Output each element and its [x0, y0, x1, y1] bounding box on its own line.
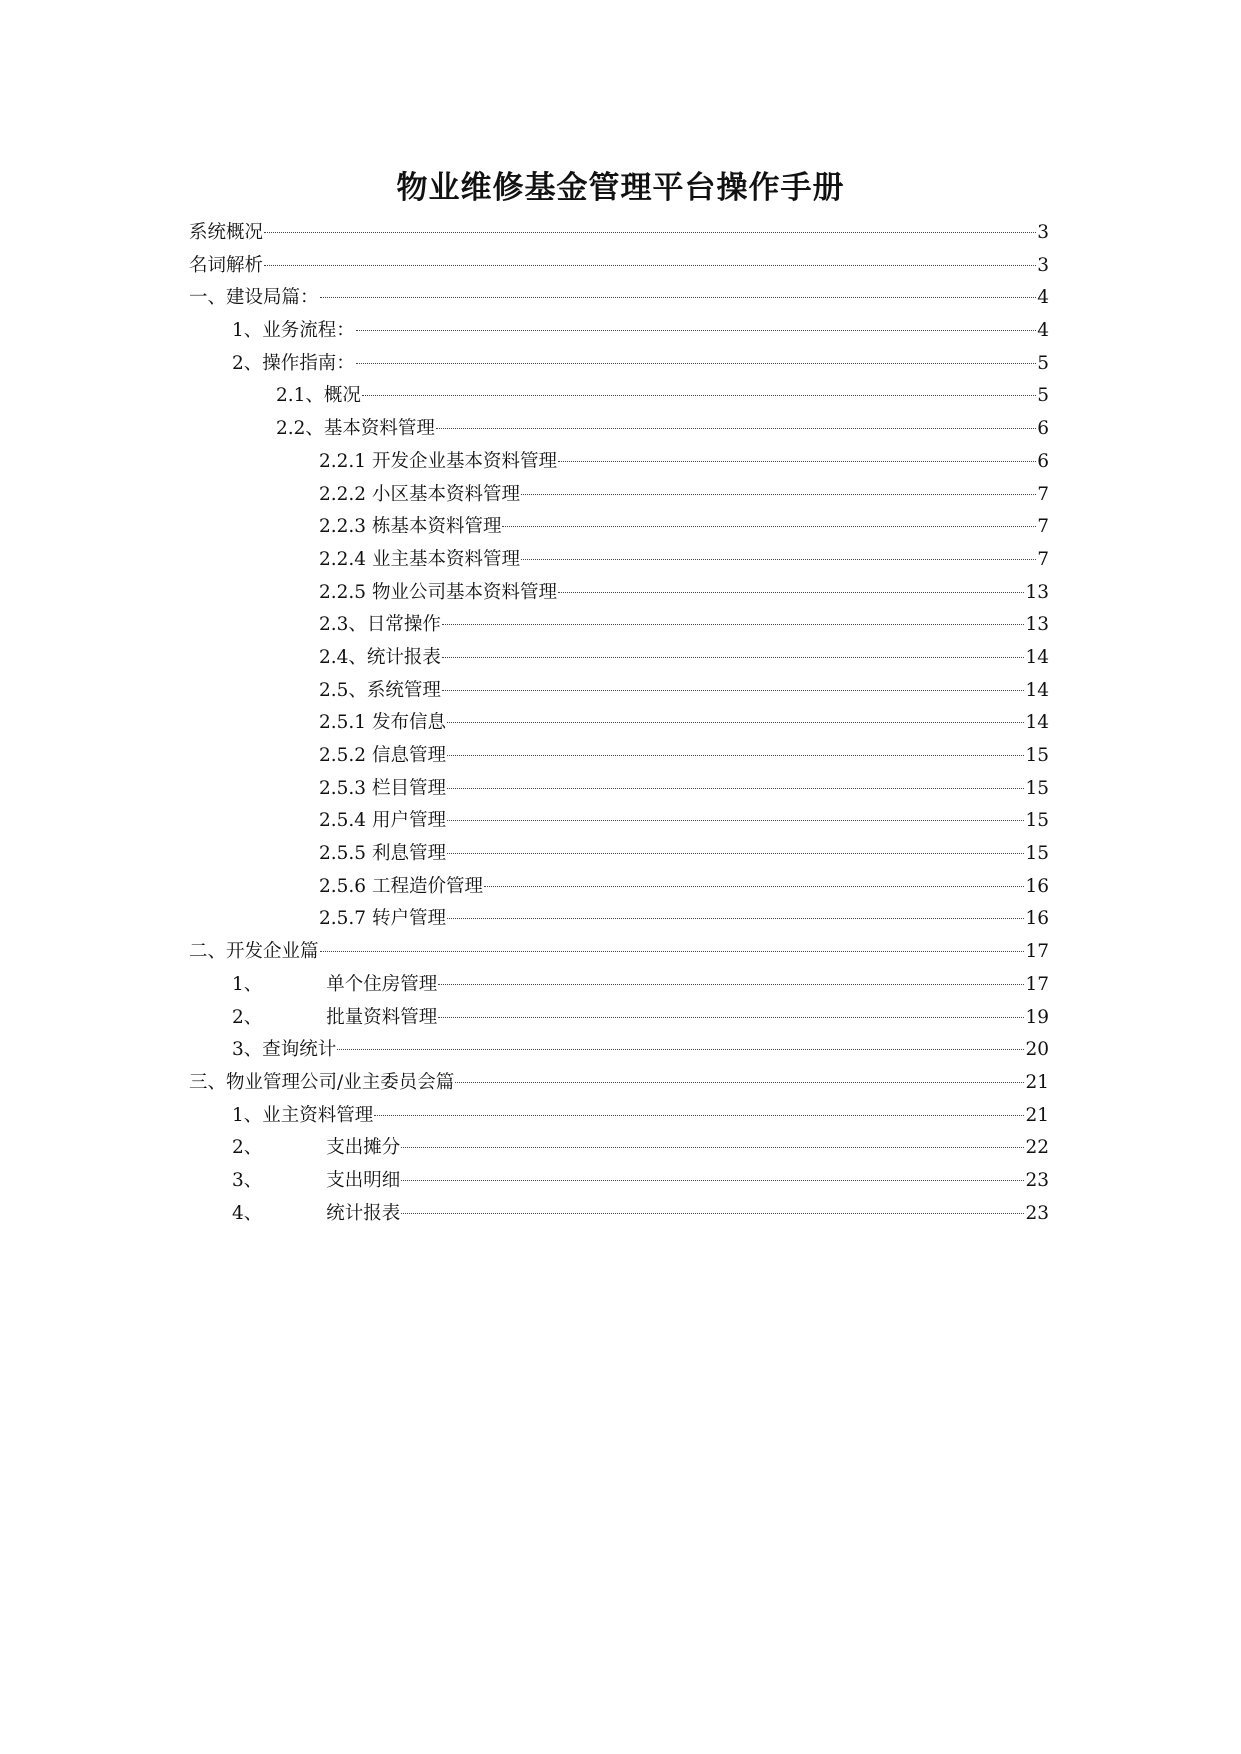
toc-entry-text: 2.5.1 发布信息: [319, 712, 446, 734]
toc-entry[interactable]: [189, 903, 1049, 936]
toc-page-number: 13: [1025, 581, 1049, 603]
toc-entry-text: 批量资料管理: [326, 1006, 438, 1028]
toc-dot-leader: [356, 363, 1036, 364]
toc-page-number: 7: [1037, 548, 1049, 570]
toc-dot-leader: [558, 592, 1024, 593]
toc-entry-text: 2.2.3 栋基本资料管理: [319, 516, 502, 538]
toc-entry[interactable]: [189, 871, 1049, 904]
toc-entry[interactable]: [189, 315, 1049, 348]
toc-dot-leader: [337, 1049, 1024, 1050]
toc-entry-text: 2.5、系统管理: [319, 679, 441, 701]
toc-entry-prefix: 4、: [232, 1202, 263, 1224]
toc-entry[interactable]: [189, 707, 1049, 740]
toc-entry[interactable]: [189, 1002, 1049, 1035]
toc-dot-leader: [447, 755, 1025, 756]
toc-entry-text: 2.2.2 小区基本资料管理: [319, 483, 520, 505]
toc-page-number: 7: [1037, 483, 1049, 505]
toc-entry-text: 2.5.2 信息管理: [319, 745, 446, 766]
toc-entry-text: 2.5.5 利息管理: [319, 843, 446, 865]
toc-entry-text: 1、业务流程：: [232, 320, 355, 342]
toc-page-number: 14: [1025, 712, 1049, 734]
toc-page-number: 4: [1037, 287, 1049, 309]
toc-entry-text: 2.3、日常操作: [319, 614, 441, 636]
toc-entry[interactable]: [189, 250, 1049, 283]
toc-entry-text: 2.2.5 物业公司基本资料管理: [319, 581, 557, 603]
toc-dot-leader: [447, 820, 1025, 821]
toc-page-number: 14: [1025, 646, 1049, 668]
toc-entry-text: 二、开发企业篇: [189, 941, 319, 963]
toc-entry[interactable]: [189, 479, 1049, 512]
toc-entry[interactable]: [189, 217, 1049, 250]
toc-page-number: 21: [1025, 1071, 1049, 1093]
toc-dot-leader: [521, 494, 1036, 495]
toc-dot-leader: [442, 624, 1025, 625]
toc-entry-text: 2.5.3 栏目管理: [319, 777, 446, 799]
toc-page-number: 21: [1025, 1104, 1049, 1126]
toc-entry-text: 2.4、统计报表: [319, 646, 441, 668]
toc-entry-text: 系统概况: [189, 222, 264, 243]
toc-entry[interactable]: [189, 1034, 1049, 1067]
toc-page-number: 3: [1037, 222, 1049, 243]
toc-entry[interactable]: [189, 1165, 1049, 1198]
toc-entry-text: 名词解析: [189, 254, 264, 276]
toc-dot-leader: [484, 886, 1024, 887]
toc-entry-text: 2.2.1 开发企业基本资料管理: [319, 450, 557, 472]
toc-page-number: 6: [1037, 450, 1049, 472]
toc-entry[interactable]: [189, 936, 1049, 969]
toc-dot-leader: [401, 1180, 1024, 1181]
toc-entry-text: 2.5.4 用户管理: [319, 810, 446, 832]
toc-page-number: 14: [1025, 679, 1049, 701]
toc-entry[interactable]: [189, 1198, 1049, 1231]
toc-entry-text: 三、物业管理公司/业主委员会篇: [189, 1071, 455, 1093]
toc-entry[interactable]: [189, 577, 1049, 610]
toc-entry[interactable]: [189, 969, 1049, 1002]
toc-entry[interactable]: [189, 1132, 1049, 1165]
toc-dot-leader: [438, 1017, 1024, 1018]
toc-page-number: 13: [1025, 614, 1049, 636]
toc-page-number: 15: [1025, 777, 1049, 799]
toc-dot-leader: [558, 461, 1036, 462]
toc-page-number: 20: [1025, 1039, 1049, 1061]
toc-page-number: 3: [1037, 254, 1049, 276]
toc-entry[interactable]: [189, 348, 1049, 381]
toc-dot-leader: [442, 657, 1025, 658]
toc-dot-leader: [502, 526, 1036, 527]
toc-entry-text: 2.5.7 转户管理: [319, 908, 446, 930]
document-title: 物业维修基金管理平台操作手册: [396, 170, 845, 206]
toc-page-number: 23: [1025, 1169, 1049, 1191]
toc-entry[interactable]: [189, 544, 1049, 577]
toc-dot-leader: [455, 1082, 1024, 1083]
toc-entry[interactable]: [189, 642, 1049, 675]
toc-entry-text: 支出摊分: [326, 1137, 401, 1159]
toc-dot-leader: [447, 722, 1025, 723]
toc-page-number: 5: [1037, 352, 1049, 374]
toc-page-number: 5: [1037, 385, 1049, 407]
toc-page-number: 6: [1037, 418, 1049, 440]
toc-dot-leader: [264, 265, 1036, 266]
toc-entry-prefix: 1、: [232, 973, 263, 995]
toc-page-number: 23: [1025, 1202, 1049, 1224]
toc-page-number: 16: [1025, 908, 1049, 930]
toc-entry-text: 单个住房管理: [326, 973, 438, 995]
toc-entry-text: 2、操作指南：: [232, 352, 355, 374]
toc-entry-prefix: 2、: [232, 1137, 263, 1159]
toc-entry-text: 支出明细: [326, 1169, 401, 1191]
toc-page-number: 4: [1037, 320, 1049, 342]
toc-dot-leader: [264, 232, 1036, 233]
toc-entry-text: 2.1、概况: [276, 385, 361, 407]
toc-page-number: 19: [1025, 1006, 1049, 1028]
toc-entry-text: 1、业主资料管理: [232, 1104, 374, 1126]
toc-entry-text: 3、查询统计: [232, 1039, 337, 1061]
toc-entry-text: 一、建设局篇：: [189, 287, 319, 309]
toc-dot-leader: [436, 428, 1036, 429]
toc-page-number: 16: [1025, 875, 1049, 897]
toc-entry[interactable]: [189, 282, 1049, 315]
table-of-contents: [189, 217, 1049, 1230]
toc-page-number: 7: [1037, 516, 1049, 538]
toc-dot-leader: [442, 690, 1025, 691]
toc-entry-prefix: 3、: [232, 1169, 263, 1191]
toc-dot-leader: [320, 951, 1025, 952]
toc-entry[interactable]: [189, 1067, 1049, 1100]
toc-entry[interactable]: [189, 609, 1049, 642]
toc-page-number: 15: [1025, 843, 1049, 865]
toc-entry-text: 2.2、基本资料管理: [276, 418, 435, 440]
toc-entry[interactable]: [189, 805, 1049, 838]
toc-entry[interactable]: [189, 740, 1049, 773]
toc-entry[interactable]: [189, 773, 1049, 806]
toc-dot-leader: [447, 918, 1025, 919]
toc-entry-prefix: 2、: [232, 1006, 263, 1028]
toc-entry-text: 2.2.4 业主基本资料管理: [319, 548, 520, 570]
toc-entry[interactable]: [189, 675, 1049, 708]
toc-page-number: 17: [1025, 973, 1049, 995]
toc-entry-text: 统计报表: [326, 1202, 401, 1224]
toc-dot-leader: [401, 1213, 1024, 1214]
toc-entry[interactable]: [189, 1100, 1049, 1133]
toc-dot-leader: [320, 297, 1037, 298]
toc-page-number: 17: [1025, 941, 1049, 963]
toc-dot-leader: [356, 330, 1036, 331]
toc-entry[interactable]: [189, 838, 1049, 871]
toc-entry[interactable]: [189, 413, 1049, 446]
toc-page-number: 15: [1025, 810, 1049, 832]
toc-dot-leader: [438, 984, 1024, 985]
toc-dot-leader: [362, 395, 1036, 396]
toc-page-number: 15: [1025, 745, 1049, 766]
toc-dot-leader: [401, 1147, 1024, 1148]
toc-dot-leader: [447, 788, 1025, 789]
toc-page-number: 22: [1025, 1137, 1049, 1159]
toc-entry[interactable]: [189, 380, 1049, 413]
toc-dot-leader: [521, 559, 1036, 560]
toc-entry[interactable]: [189, 511, 1049, 544]
toc-dot-leader: [374, 1115, 1024, 1116]
toc-entry[interactable]: [189, 446, 1049, 479]
toc-dot-leader: [447, 853, 1025, 854]
toc-entry-text: 2.5.6 工程造价管理: [319, 875, 483, 897]
